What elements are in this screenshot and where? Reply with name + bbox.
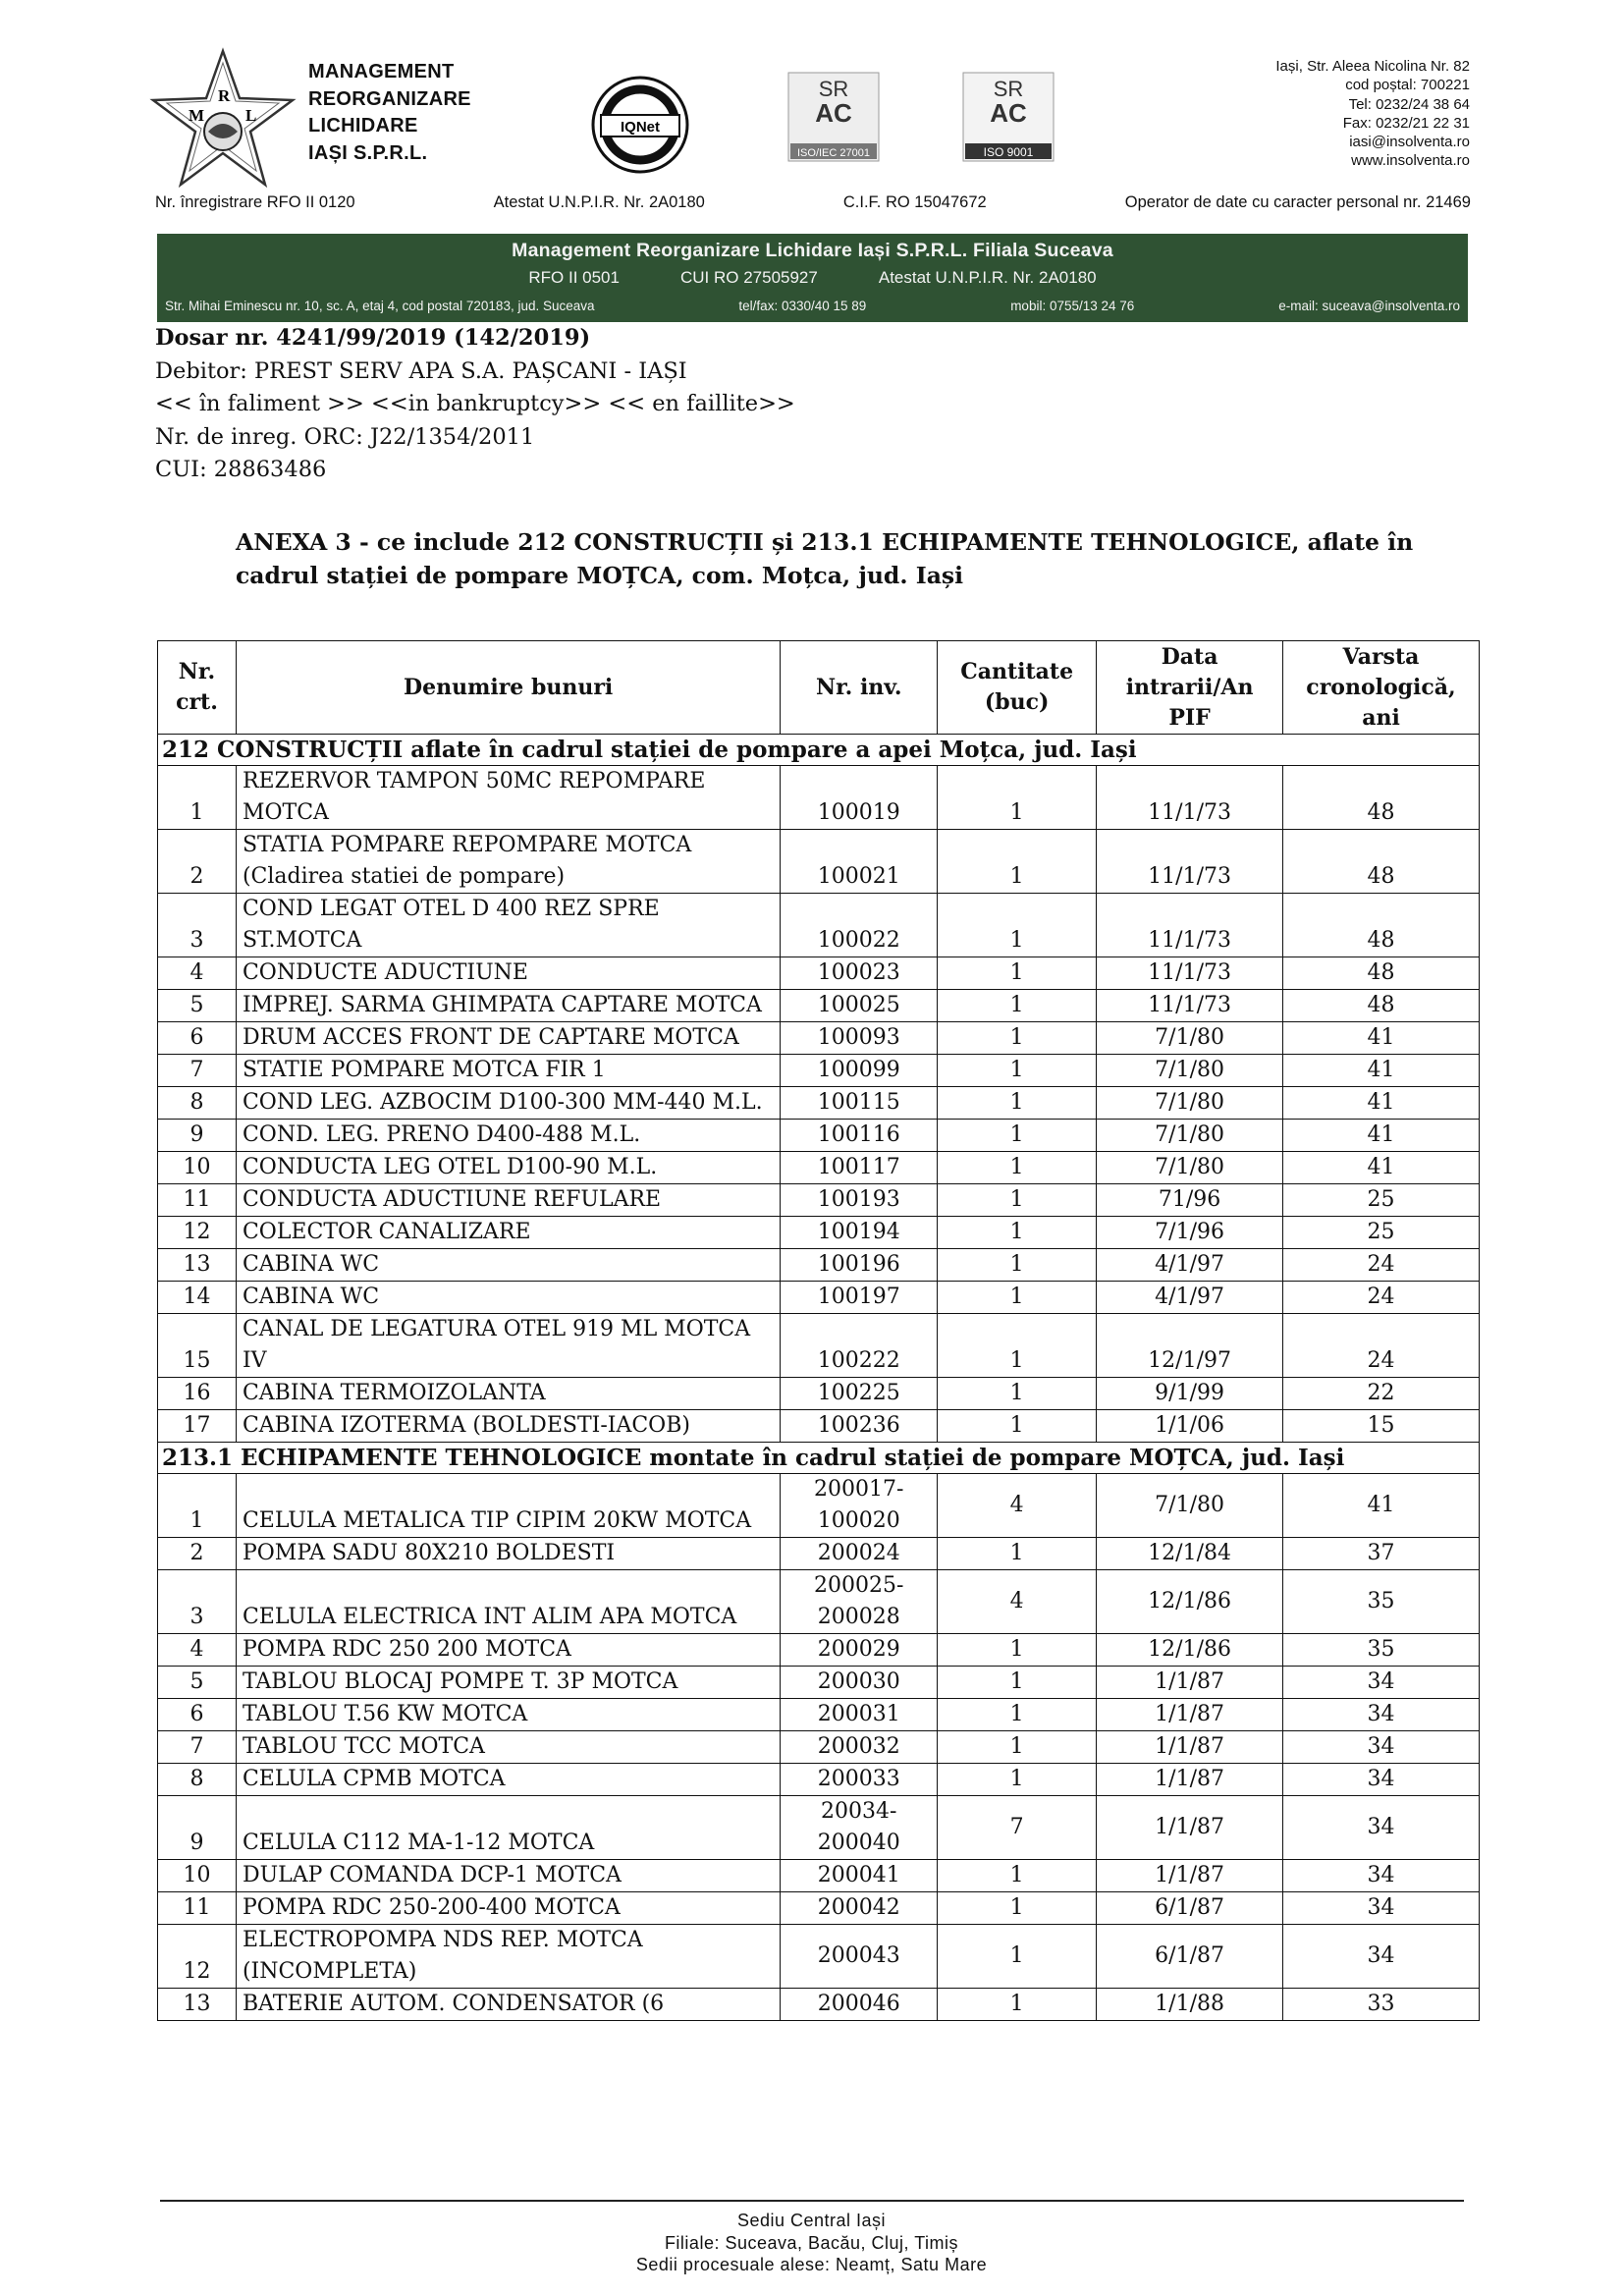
- row-age-years: 34: [1283, 1860, 1480, 1892]
- row-inventory-number: 100197: [781, 1282, 938, 1314]
- row-item-name: COND LEGAT OTEL D 400 REZ SPRE ST.MOTCA: [236, 894, 780, 957]
- row-inventory-number: 100025: [781, 990, 938, 1022]
- row-age-years: 24: [1283, 1249, 1480, 1282]
- row-number: 9: [158, 1796, 237, 1860]
- row-number: 4: [158, 957, 237, 990]
- row-quantity: 1: [938, 1055, 1097, 1087]
- footer-divider: [160, 2200, 1464, 2202]
- registration-line: [155, 193, 1471, 212]
- contact-website: www.insolventa.ro: [1351, 152, 1470, 170]
- ac-mark: AC: [990, 98, 1027, 128]
- section-title: 213.1 ECHIPAMENTE TEHNOLOGICE montate în cadrul stației de pompare MOȚCA, jud. Iași: [158, 1443, 1480, 1474]
- table-row: [158, 1152, 1480, 1184]
- row-entry-date: 1/1/87: [1097, 1860, 1283, 1892]
- table-row: [158, 1892, 1480, 1925]
- header-nr: Nr. crt.: [158, 641, 237, 735]
- logo-letter-r: R: [218, 86, 231, 105]
- contact-address: Iași, Str. Aleea Nicolina Nr. 82: [1275, 58, 1470, 75]
- row-age-years: 34: [1283, 1764, 1480, 1796]
- table-row: [158, 830, 1480, 894]
- case-details: [155, 322, 795, 487]
- branch-title: Management Reorganizare Lichidare Iași S.P.R.L. Filiala Suceava: [512, 240, 1113, 261]
- row-quantity: 1: [938, 990, 1097, 1022]
- row-age-years: 24: [1283, 1282, 1480, 1314]
- row-inventory-number: 100022: [781, 894, 938, 957]
- row-inventory-number: 200046: [781, 1989, 938, 2021]
- table-row: [158, 1538, 1480, 1570]
- row-number: 1: [158, 1474, 237, 1538]
- row-item-name: TABLOU T.56 KW MOTCA: [236, 1699, 780, 1731]
- row-number: 1: [158, 766, 237, 830]
- bankruptcy-status: << în faliment >> <<in bankruptcy>> << en faillite>>: [155, 391, 795, 416]
- row-age-years: 48: [1283, 766, 1480, 830]
- branch-email: e-mail: suceava@insolventa.ro: [1278, 299, 1460, 313]
- row-quantity: 1: [938, 1022, 1097, 1055]
- row-age-years: 34: [1283, 1731, 1480, 1764]
- contact-email: iasi@insolventa.ro: [1349, 134, 1470, 151]
- page-footer: [0, 2210, 1623, 2276]
- table-row: [158, 1860, 1480, 1892]
- row-age-years: 41: [1283, 1152, 1480, 1184]
- row-entry-date: 11/1/73: [1097, 957, 1283, 990]
- row-inventory-number: 200025-200028: [781, 1570, 938, 1634]
- row-inventory-number: 200024: [781, 1538, 938, 1570]
- footer-branches: Filiale: Suceava, Bacău, Cluj, Timiș: [664, 2232, 959, 2253]
- table-row: [158, 1022, 1480, 1055]
- row-inventory-number: 200032: [781, 1731, 938, 1764]
- row-number: 13: [158, 1989, 237, 2021]
- table-row: [158, 1217, 1480, 1249]
- row-item-name: COND. LEG. PRENO D400-488 M.L.: [236, 1120, 780, 1152]
- row-item-name: STATIE POMPARE MOTCA FIR 1: [236, 1055, 780, 1087]
- branch-atestat: Atestat U.N.P.I.R. Nr. 2A0180: [878, 268, 1097, 287]
- row-inventory-number: 100222: [781, 1314, 938, 1378]
- row-quantity: 1: [938, 1087, 1097, 1120]
- logo-letter-l: L: [245, 106, 257, 125]
- section-row-constructii: [158, 735, 1480, 766]
- row-entry-date: 12/1/86: [1097, 1570, 1283, 1634]
- table-row: [158, 1699, 1480, 1731]
- ac-mark: AC: [815, 98, 852, 128]
- row-entry-date: 6/1/87: [1097, 1925, 1283, 1989]
- row-quantity: 1: [938, 1634, 1097, 1667]
- row-age-years: 41: [1283, 1022, 1480, 1055]
- row-inventory-number: 100099: [781, 1055, 938, 1087]
- row-quantity: 1: [938, 1217, 1097, 1249]
- table-row: [158, 1989, 1480, 2021]
- row-age-years: 33: [1283, 1989, 1480, 2021]
- firm-name-line: IAȘI S.P.R.L.: [308, 141, 428, 164]
- row-number: 7: [158, 1731, 237, 1764]
- contact-fax: Fax: 0232/21 22 31: [1342, 114, 1470, 132]
- row-age-years: 41: [1283, 1474, 1480, 1538]
- table-row: [158, 1087, 1480, 1120]
- table-row: [158, 1474, 1480, 1538]
- row-age-years: 34: [1283, 1699, 1480, 1731]
- row-entry-date: 4/1/97: [1097, 1282, 1283, 1314]
- branch-banner: [157, 234, 1468, 322]
- table-row: [158, 766, 1480, 830]
- header-cantitate: Cantitate (buc): [938, 641, 1097, 735]
- table-row: [158, 1410, 1480, 1443]
- row-item-name: POMPA RDC 250 200 MOTCA: [236, 1634, 780, 1667]
- table-row: [158, 1055, 1480, 1087]
- row-inventory-number: 200017-100020: [781, 1474, 938, 1538]
- row-item-name: BATERIE AUTOM. CONDENSATOR (6: [236, 1989, 780, 2021]
- row-age-years: 15: [1283, 1410, 1480, 1443]
- row-item-name: CELULA C112 MA-1-12 MOTCA: [236, 1796, 780, 1860]
- row-number: 11: [158, 1184, 237, 1217]
- row-entry-date: 1/1/88: [1097, 1989, 1283, 2021]
- row-age-years: 41: [1283, 1055, 1480, 1087]
- row-item-name: CELULA METALICA TIP CIPIM 20KW MOTCA: [236, 1474, 780, 1538]
- row-number: 10: [158, 1860, 237, 1892]
- row-quantity: 4: [938, 1474, 1097, 1538]
- row-entry-date: 71/96: [1097, 1184, 1283, 1217]
- debtor: Debitor: PREST SERV APA S.A. PAȘCANI - IAȘI: [155, 357, 687, 384]
- table-row: [158, 1314, 1480, 1378]
- row-item-name: TABLOU BLOCAJ POMPE T. 3P MOTCA: [236, 1667, 780, 1699]
- row-quantity: 1: [938, 830, 1097, 894]
- row-entry-date: 11/1/73: [1097, 830, 1283, 894]
- row-inventory-number: 200030: [781, 1667, 938, 1699]
- row-age-years: 35: [1283, 1634, 1480, 1667]
- row-quantity: 1: [938, 894, 1097, 957]
- firm-name-line: MANAGEMENT: [308, 61, 455, 82]
- iso9001-label: ISO 9001: [983, 145, 1034, 159]
- row-item-name: REZERVOR TAMPON 50MC REPOMPARE MOTCA: [236, 766, 780, 830]
- unpir-atestat: Atestat U.N.P.I.R. Nr. 2A0180: [493, 193, 705, 211]
- row-quantity: 1: [938, 1731, 1097, 1764]
- row-item-name: CANAL DE LEGATURA OTEL 919 ML MOTCA IV: [236, 1314, 780, 1378]
- sr-iso9001-badge: [955, 71, 1061, 164]
- cui: CUI: 28863486: [155, 457, 327, 482]
- row-entry-date: 1/1/87: [1097, 1667, 1283, 1699]
- row-inventory-number: 200029: [781, 1634, 938, 1667]
- sr-mark: SR: [818, 77, 849, 101]
- table-row: [158, 990, 1480, 1022]
- table-row: [158, 1634, 1480, 1667]
- row-number: 11: [158, 1892, 237, 1925]
- header-varsta: Varsta cronologică, ani: [1283, 641, 1480, 735]
- row-item-name: CABINA WC: [236, 1282, 780, 1314]
- row-entry-date: 1/1/06: [1097, 1410, 1283, 1443]
- row-number: 14: [158, 1282, 237, 1314]
- case-number: Dosar nr. 4241/99/2019 (142/2019): [155, 325, 591, 351]
- row-entry-date: 11/1/73: [1097, 894, 1283, 957]
- sr-mark: SR: [993, 77, 1024, 101]
- table-row: [158, 1764, 1480, 1796]
- row-inventory-number: 100116: [781, 1120, 938, 1152]
- section-title: 212 CONSTRUCȚII aflate în cadrul stației de pompare a apei Moțca, jud. Iași: [158, 735, 1480, 766]
- row-number: 2: [158, 830, 237, 894]
- row-item-name: CABINA TERMOIZOLANTA: [236, 1378, 780, 1410]
- row-entry-date: 7/1/80: [1097, 1474, 1283, 1538]
- table-row: [158, 1249, 1480, 1282]
- row-entry-date: 4/1/97: [1097, 1249, 1283, 1282]
- contact-phone: Tel: 0232/24 38 64: [1348, 95, 1470, 113]
- row-number: 16: [158, 1378, 237, 1410]
- header-denumire: Denumire bunuri: [236, 641, 780, 735]
- row-entry-date: 1/1/87: [1097, 1731, 1283, 1764]
- row-entry-date: 12/1/97: [1097, 1314, 1283, 1378]
- contact-block: [1275, 57, 1470, 171]
- row-item-name: TABLOU TCC MOTCA: [236, 1731, 780, 1764]
- row-quantity: 1: [938, 1282, 1097, 1314]
- row-age-years: 24: [1283, 1314, 1480, 1378]
- branch-registration: [157, 268, 1468, 288]
- row-inventory-number: 100194: [781, 1217, 938, 1249]
- row-item-name: STATIA POMPARE REPOMPARE MOTCA (Cladirea statiei de pompare): [236, 830, 780, 894]
- row-quantity: 4: [938, 1570, 1097, 1634]
- row-age-years: 41: [1283, 1087, 1480, 1120]
- row-number: 6: [158, 1022, 237, 1055]
- row-quantity: 1: [938, 1249, 1097, 1282]
- table-row: [158, 1796, 1480, 1860]
- row-quantity: 1: [938, 1184, 1097, 1217]
- row-inventory-number: 100021: [781, 830, 938, 894]
- row-age-years: 34: [1283, 1925, 1480, 1989]
- row-item-name: CONDUCTA ADUCTIUNE REFULARE: [236, 1184, 780, 1217]
- row-number: 7: [158, 1055, 237, 1087]
- row-quantity: 1: [938, 1378, 1097, 1410]
- row-entry-date: 7/1/80: [1097, 1055, 1283, 1087]
- row-quantity: 1: [938, 1152, 1097, 1184]
- branch-mobile: mobil: 0755/13 24 76: [1010, 299, 1135, 313]
- row-quantity: 1: [938, 1314, 1097, 1378]
- row-item-name: COLECTOR CANALIZARE: [236, 1217, 780, 1249]
- row-item-name: DULAP COMANDA DCP-1 MOTCA: [236, 1860, 780, 1892]
- row-entry-date: 7/1/80: [1097, 1120, 1283, 1152]
- row-inventory-number: 100115: [781, 1087, 938, 1120]
- row-inventory-number: 100193: [781, 1184, 938, 1217]
- table-row: [158, 957, 1480, 990]
- header-nr-inv: Nr. inv.: [781, 641, 938, 735]
- row-inventory-number: 200031: [781, 1699, 938, 1731]
- firm-name: [308, 59, 471, 167]
- branch-address: Str. Mihai Eminescu nr. 10, sc. A, etaj 4, cod postal 720183, jud. Suceava: [165, 299, 595, 313]
- row-age-years: 41: [1283, 1120, 1480, 1152]
- row-number: 3: [158, 1570, 237, 1634]
- row-quantity: 1: [938, 1892, 1097, 1925]
- table-row: [158, 1282, 1480, 1314]
- header-data: Data intrarii/An PIF: [1097, 641, 1283, 735]
- branch-rfo: RFO II 0501: [528, 268, 620, 287]
- row-inventory-number: 200043: [781, 1925, 938, 1989]
- row-number: 8: [158, 1087, 237, 1120]
- row-inventory-number: 200042: [781, 1892, 938, 1925]
- row-number: 2: [158, 1538, 237, 1570]
- row-item-name: CELULA ELECTRICA INT ALIM APA MOTCA: [236, 1570, 780, 1634]
- row-inventory-number: 100019: [781, 766, 938, 830]
- row-inventory-number: 100093: [781, 1022, 938, 1055]
- row-age-years: 25: [1283, 1217, 1480, 1249]
- row-item-name: POMPA SADU 80X210 BOLDESTI: [236, 1538, 780, 1570]
- table-row: [158, 1731, 1480, 1764]
- iqnet-certification-badge: [579, 71, 709, 179]
- branch-telfax: tel/fax: 0330/40 15 89: [738, 299, 867, 313]
- table-header-row: [158, 641, 1480, 735]
- firm-name-line: LICHIDARE: [308, 115, 418, 137]
- company-logo-star: [149, 47, 297, 190]
- footer-headquarters: Sediu Central Iași: [736, 2211, 887, 2230]
- row-inventory-number: 100236: [781, 1410, 938, 1443]
- row-quantity: 7: [938, 1796, 1097, 1860]
- row-item-name: CONDUCTE ADUCTIUNE: [236, 957, 780, 990]
- row-age-years: 48: [1283, 830, 1480, 894]
- row-age-years: 22: [1283, 1378, 1480, 1410]
- row-quantity: 1: [938, 1667, 1097, 1699]
- row-entry-date: 11/1/73: [1097, 766, 1283, 830]
- row-item-name: CABINA IZOTERMA (BOLDESTI-IACOB): [236, 1410, 780, 1443]
- row-item-name: DRUM ACCES FRONT DE CAPTARE MOTCA: [236, 1022, 780, 1055]
- row-entry-date: 7/1/96: [1097, 1217, 1283, 1249]
- row-item-name: ELECTROPOMPA NDS REP. MOTCA (INCOMPLETA): [236, 1925, 780, 1989]
- row-entry-date: 12/1/84: [1097, 1538, 1283, 1570]
- row-inventory-number: 100117: [781, 1152, 938, 1184]
- row-quantity: 1: [938, 1410, 1097, 1443]
- row-item-name: CELULA CPMB MOTCA: [236, 1764, 780, 1796]
- row-entry-date: 7/1/80: [1097, 1087, 1283, 1120]
- table-row: [158, 1120, 1480, 1152]
- rfo-registration: Nr. înregistrare RFO II 0120: [155, 193, 355, 211]
- row-age-years: 48: [1283, 894, 1480, 957]
- row-quantity: 1: [938, 1925, 1097, 1989]
- row-age-years: 34: [1283, 1667, 1480, 1699]
- row-quantity: 1: [938, 957, 1097, 990]
- row-quantity: 1: [938, 1764, 1097, 1796]
- row-number: 15: [158, 1314, 237, 1378]
- iqnet-label: IQNet: [620, 119, 661, 136]
- row-quantity: 1: [938, 766, 1097, 830]
- row-quantity: 1: [938, 1538, 1097, 1570]
- assets-table: [157, 640, 1480, 2021]
- table-row: [158, 1667, 1480, 1699]
- data-operator-number: Operator de date cu caracter personal nr. 21469: [1124, 193, 1471, 211]
- row-entry-date: 1/1/87: [1097, 1699, 1283, 1731]
- row-number: 8: [158, 1764, 237, 1796]
- row-age-years: 34: [1283, 1796, 1480, 1860]
- row-quantity: 1: [938, 1860, 1097, 1892]
- row-age-years: 48: [1283, 957, 1480, 990]
- row-number: 9: [158, 1120, 237, 1152]
- row-number: 13: [158, 1249, 237, 1282]
- row-number: 5: [158, 990, 237, 1022]
- row-number: 10: [158, 1152, 237, 1184]
- firm-name-line: REORGANIZARE: [308, 87, 471, 110]
- row-age-years: 35: [1283, 1570, 1480, 1634]
- table-row: [158, 1570, 1480, 1634]
- annex-title: ANEXA 3 - ce include 212 CONSTRUCȚII și 213.1 ECHIPAMENTE TEHNOLOGICE, aflate în cadrul stației de pompare MOȚCA, com. Moțca, jud. Iași: [236, 528, 1414, 589]
- row-item-name: CONDUCTA LEG OTEL D100-90 M.L.: [236, 1152, 780, 1184]
- row-number: 12: [158, 1217, 237, 1249]
- row-number: 17: [158, 1410, 237, 1443]
- row-number: 6: [158, 1699, 237, 1731]
- row-age-years: 48: [1283, 990, 1480, 1022]
- row-age-years: 37: [1283, 1538, 1480, 1570]
- row-inventory-number: 100196: [781, 1249, 938, 1282]
- row-entry-date: 7/1/80: [1097, 1022, 1283, 1055]
- row-inventory-number: 20034-200040: [781, 1796, 938, 1860]
- row-inventory-number: 100225: [781, 1378, 938, 1410]
- row-quantity: 1: [938, 1120, 1097, 1152]
- row-entry-date: 1/1/87: [1097, 1764, 1283, 1796]
- branch-contact: [165, 299, 1460, 313]
- row-item-name: COND LEG. AZBOCIM D100-300 MM-440 M.L.: [236, 1087, 780, 1120]
- row-number: 3: [158, 894, 237, 957]
- row-age-years: 34: [1283, 1892, 1480, 1925]
- row-number: 4: [158, 1634, 237, 1667]
- table-row: [158, 894, 1480, 957]
- branch-cui: CUI RO 27505927: [679, 268, 818, 287]
- orc-registration: Nr. de inreg. ORC: J22/1354/2011: [155, 423, 535, 450]
- footer-procedural-offices: Sedii procesuale alese: Neamț, Satu Mare: [635, 2255, 988, 2274]
- row-inventory-number: 200033: [781, 1764, 938, 1796]
- row-quantity: 1: [938, 1989, 1097, 2021]
- row-inventory-number: 200041: [781, 1860, 938, 1892]
- row-number: 5: [158, 1667, 237, 1699]
- row-age-years: 25: [1283, 1184, 1480, 1217]
- row-entry-date: 7/1/80: [1097, 1152, 1283, 1184]
- assets-table-body: [158, 735, 1480, 2021]
- table-row: [158, 1925, 1480, 1989]
- cif-code: C.I.F. RO 15047672: [842, 193, 987, 211]
- row-entry-date: 9/1/99: [1097, 1378, 1283, 1410]
- row-entry-date: 6/1/87: [1097, 1892, 1283, 1925]
- sr-iso27001-badge: [781, 71, 887, 164]
- row-entry-date: 1/1/87: [1097, 1796, 1283, 1860]
- section-row-echipamente: [158, 1443, 1480, 1474]
- iso27001-label: ISO/IEC 27001: [797, 147, 870, 159]
- row-item-name: IMPREJ. SARMA GHIMPATA CAPTARE MOTCA: [236, 990, 780, 1022]
- row-number: 12: [158, 1925, 237, 1989]
- table-row: [158, 1184, 1480, 1217]
- logo-letter-m: M: [189, 106, 205, 125]
- table-row: [158, 1378, 1480, 1410]
- row-entry-date: 11/1/73: [1097, 990, 1283, 1022]
- row-item-name: CABINA WC: [236, 1249, 780, 1282]
- row-quantity: 1: [938, 1699, 1097, 1731]
- row-inventory-number: 100023: [781, 957, 938, 990]
- row-entry-date: 12/1/86: [1097, 1634, 1283, 1667]
- row-item-name: POMPA RDC 250-200-400 MOTCA: [236, 1892, 780, 1925]
- contact-postal-code: cod poștal: 700221: [1345, 77, 1470, 94]
